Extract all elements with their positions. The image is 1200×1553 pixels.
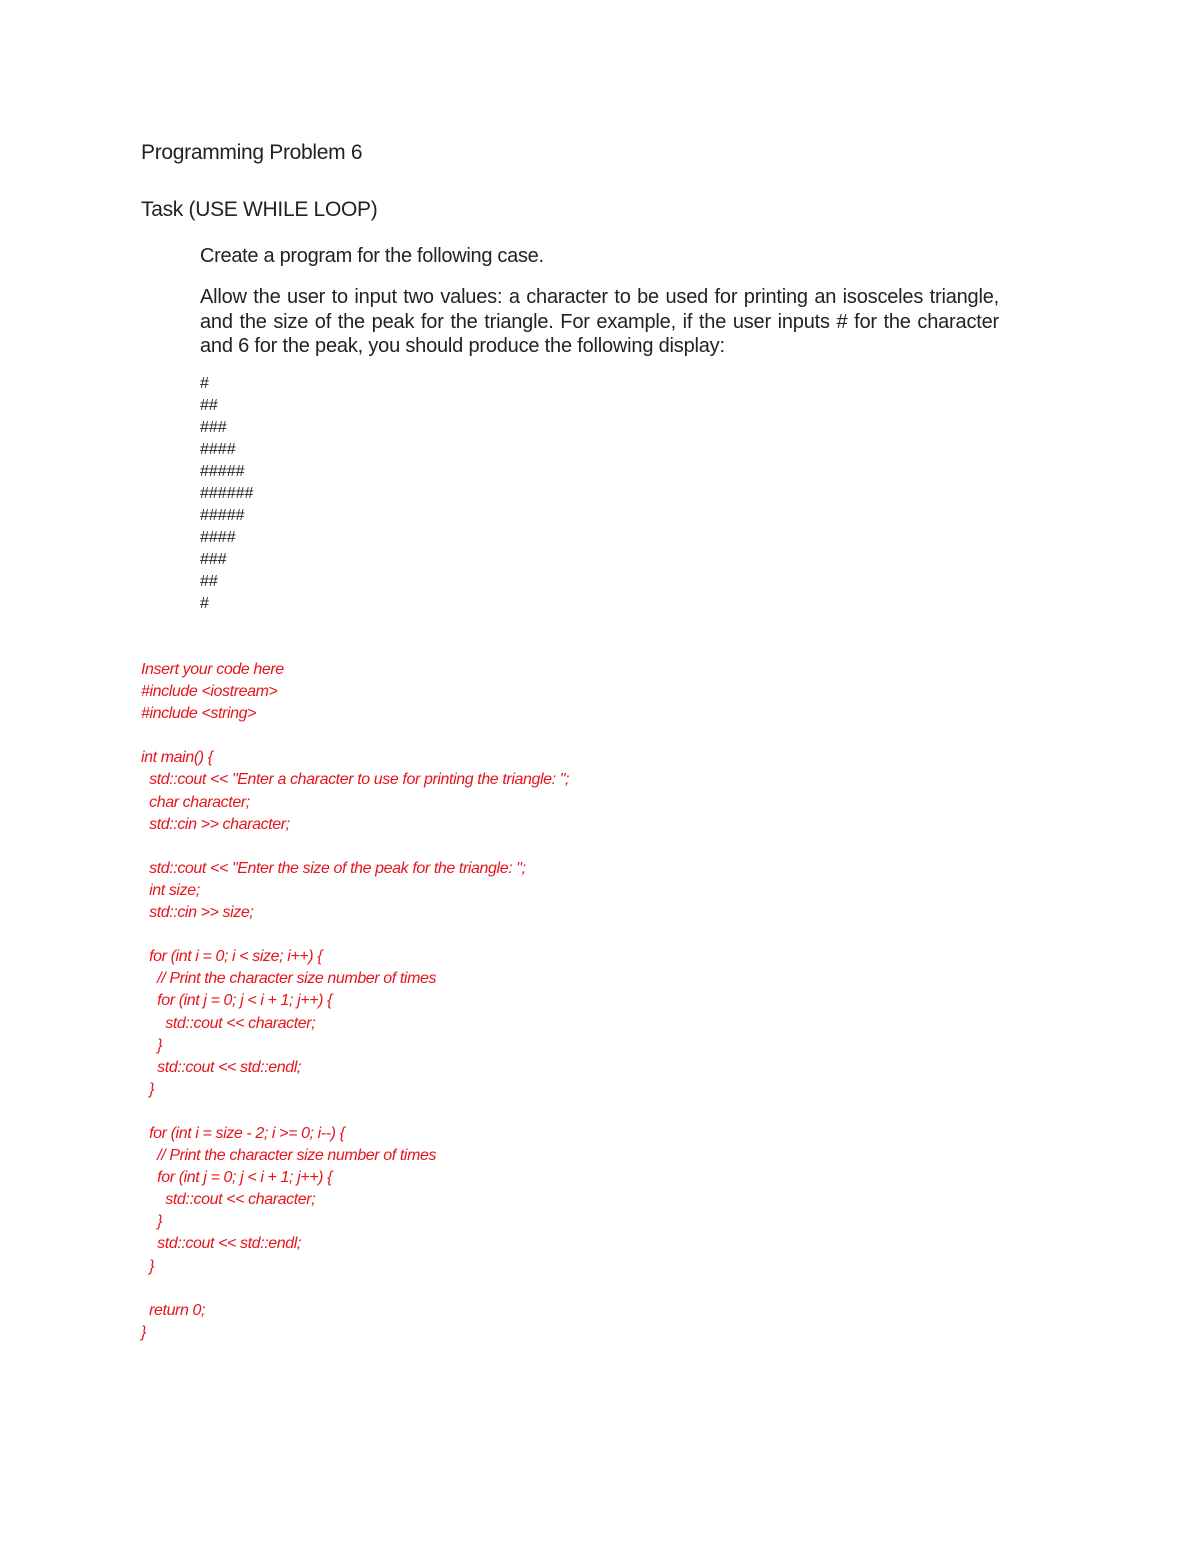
code-line [141, 1278, 569, 1300]
code-line: std::cin >> size; [141, 904, 254, 922]
triangle-line: ##### [200, 507, 245, 524]
code-line: #include <string> [141, 705, 257, 723]
triangle-line: #### [200, 529, 236, 546]
code-line: } [141, 1213, 163, 1231]
code-line: } [141, 1080, 155, 1098]
code-line: // Print the character size number of times [141, 1147, 437, 1165]
code-line: Insert your code here [141, 661, 284, 678]
triangle-example [200, 373, 253, 615]
code-line: } [141, 1323, 146, 1341]
code-line: for (int i = size - 2; i >= 0; i--) { [141, 1124, 345, 1142]
code-line: char character; [141, 793, 250, 811]
triangle-line: ## [200, 397, 218, 414]
triangle-line: # [200, 595, 209, 612]
triangle-line: ### [200, 551, 227, 568]
triangle-line: # [200, 375, 209, 392]
code-line [141, 1101, 569, 1123]
code-line: // Print the character size number of times [141, 970, 437, 988]
code-line: int size; [141, 881, 200, 899]
code-line: return 0; [141, 1301, 206, 1319]
code-line: for (int i = 0; i < size; i++) { [141, 948, 323, 966]
code-line: std::cout << character; [141, 1014, 316, 1032]
code-line: } [141, 1036, 163, 1054]
task-heading: Task (USE WHILE LOOP) [141, 198, 378, 221]
triangle-line: ### [200, 419, 227, 436]
code-line: std::cin >> character; [141, 815, 290, 833]
triangle-line: ##### [200, 463, 245, 480]
code-line: #include <iostream> [141, 683, 278, 701]
description-paragraph: Allow the user to input two values: a character to be used for printing an isosceles triangle, and the size of the peak for the triangle. For example, if the user inputs # for the character and 6 for the peak, you should produce the following display: [200, 286, 999, 357]
page-title: Programming Problem 6 [141, 141, 363, 164]
code-line: std::cout << character; [141, 1191, 316, 1209]
code-line: std::cout << "Enter a character to use for printing the triangle: "; [141, 771, 570, 789]
code-line: std::cout << std::endl; [141, 1235, 301, 1253]
code-line: std::cout << std::endl; [141, 1058, 301, 1076]
code-block [141, 659, 569, 1344]
triangle-line: #### [200, 441, 236, 458]
code-line: } [141, 1257, 155, 1275]
code-line: for (int j = 0; j < i + 1; j++) { [141, 1169, 333, 1187]
intro-text: Create a program for the following case. [200, 245, 544, 267]
triangle-line: ###### [200, 485, 254, 502]
code-line: for (int j = 0; j < i + 1; j++) { [141, 992, 333, 1010]
code-line: int main() { [141, 749, 213, 767]
code-line: std::cout << "Enter the size of the peak for the triangle: "; [141, 859, 526, 877]
triangle-line: ## [200, 573, 218, 590]
code-line [141, 725, 569, 747]
code-line [141, 836, 569, 858]
code-line [141, 924, 569, 946]
